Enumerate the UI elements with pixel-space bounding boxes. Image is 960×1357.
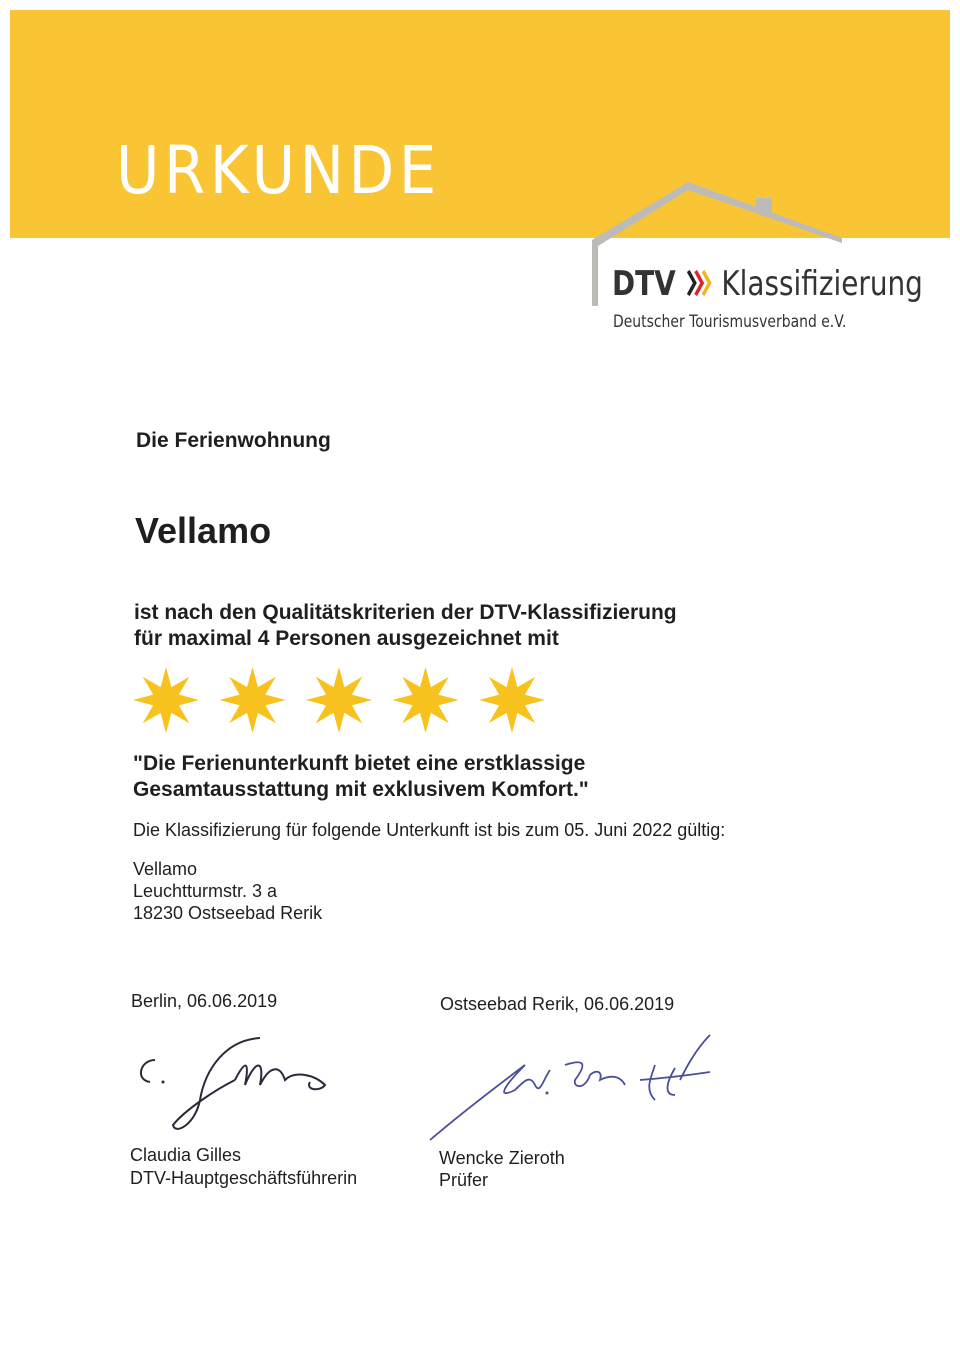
- intro-text: Die Ferienwohnung: [136, 429, 331, 452]
- dtv-logo: DTV Klassifizierung: [612, 264, 923, 304]
- star-icon: [133, 667, 199, 733]
- property-name: Vellamo: [135, 510, 272, 551]
- statement-line-2: für maximal 4 Personen ausgezeichnet mit: [134, 627, 559, 650]
- address-city: 18230 Ostseebad Rerik: [133, 903, 323, 923]
- certificate-title: URKUNDE: [116, 132, 441, 209]
- signature-1-handwriting: [125, 1030, 355, 1140]
- chevrons-icon: [685, 267, 713, 299]
- star-icon: [220, 667, 286, 733]
- star-icon: [393, 667, 459, 733]
- star-rating: [120, 660, 580, 740]
- signature-2-role: Prüfer: [439, 1170, 489, 1190]
- signature-2-handwriting: [425, 1030, 725, 1145]
- address-name: Vellamo: [133, 859, 198, 879]
- star-icon: [306, 667, 372, 733]
- signature-1-role: DTV-Hauptgeschäftsführerin: [130, 1168, 358, 1188]
- signature-1-place-date: Berlin, 06.06.2019: [131, 991, 278, 1011]
- statement-line-1: ist nach den Qualitätskriterien der DTV-Klassifizierung: [134, 601, 677, 624]
- quote-line-2: Gesamtausstattung mit exklusivem Komfort.": [133, 778, 589, 801]
- star-icon: [479, 667, 545, 733]
- quote-line-1: "Die Ferienunterkunft bietet eine erstklassige: [133, 752, 586, 775]
- signature-1-name: Claudia Gilles: [130, 1145, 242, 1165]
- signature-2-name: Wencke Zieroth: [439, 1148, 565, 1168]
- address-street: Leuchtturmstr. 3 a: [133, 881, 278, 901]
- logo-subtitle: Deutscher Tourismusverband e.V.: [613, 312, 847, 332]
- signature-2-place-date: Ostseebad Rerik, 06.06.2019: [440, 994, 675, 1014]
- validity-text: Die Klassifizierung für folgende Unterkunft ist bis zum 05. Juni 2022 gültig:: [133, 820, 726, 840]
